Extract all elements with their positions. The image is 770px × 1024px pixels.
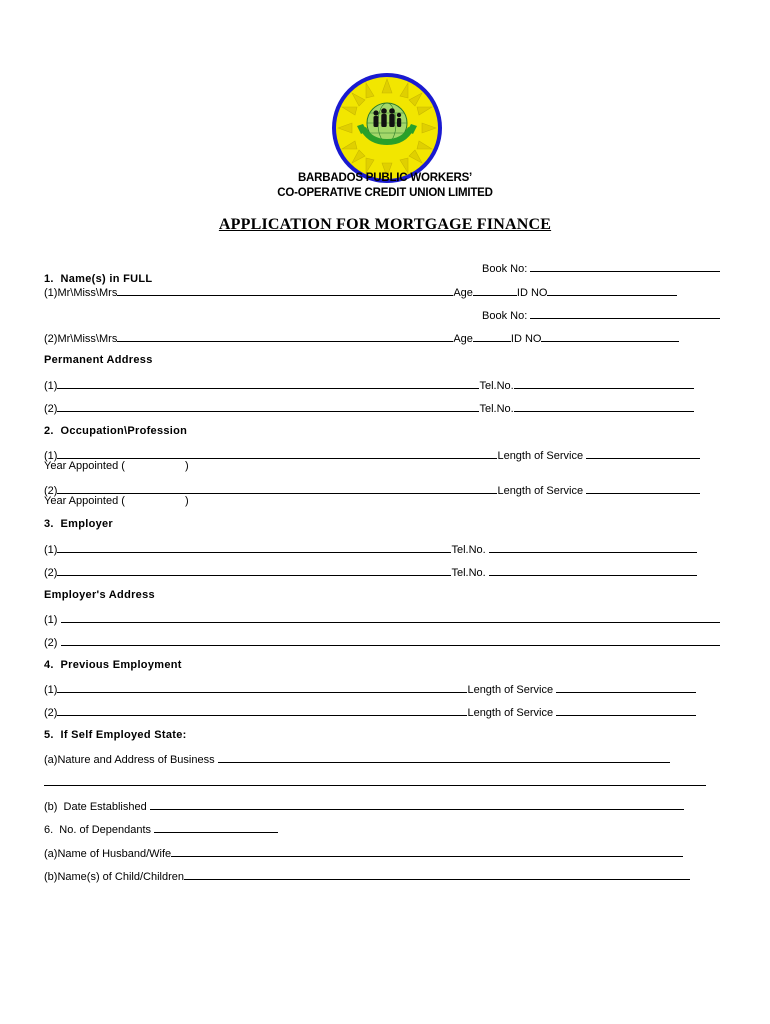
children-label: (b)Name(s) of Child/Children [44, 871, 184, 883]
children-names-field[interactable] [184, 869, 690, 880]
book-no-label: Book No: [482, 310, 528, 322]
previous-employment-2-service-field[interactable] [556, 705, 696, 716]
occupation-1-service-field[interactable] [586, 448, 700, 459]
applicant-1-id-field[interactable] [547, 285, 677, 296]
section-1-heading: 1. Name(s) in FULL [44, 273, 153, 285]
item-number: (1) [44, 544, 58, 556]
employer-row-1 [44, 542, 697, 557]
employers-address-2-field[interactable] [61, 635, 720, 646]
close-paren: ) [184, 460, 189, 472]
dependants-label: 6. No. of Dependants [44, 824, 155, 836]
length-of-service-label: Length of Service [497, 485, 587, 497]
book-no-label: Book No: [482, 263, 528, 275]
business-nature-continuation-row [44, 775, 706, 790]
children-row [44, 869, 690, 884]
applicant-1-name-field[interactable] [117, 285, 453, 296]
business-nature-continued-field[interactable] [44, 775, 706, 786]
permanent-address-heading: Permanent Address [44, 354, 153, 366]
tel-label: Tel.No. [451, 544, 489, 556]
id-label: ID NO [516, 287, 548, 299]
item-number: (1) [44, 614, 61, 626]
spouse-name-field[interactable] [171, 846, 683, 857]
business-nature-row [44, 752, 670, 767]
tel-label: Tel.No. [479, 380, 514, 392]
length-of-service-label: Length of Service [467, 684, 557, 696]
date-established-row [44, 799, 684, 814]
length-of-service-label: Length of Service [497, 450, 587, 462]
dependants-row [44, 822, 278, 837]
year-appointed-label: Year Appointed ( [44, 495, 125, 507]
book-no-field-1[interactable] [530, 261, 720, 272]
tel-label: Tel.No. [479, 403, 514, 415]
section-2-heading: 2. Occupation\Profession [44, 425, 188, 437]
permanent-address-1-field[interactable] [57, 378, 479, 389]
applicant-1-prefix: (1)Mr\Miss\Mrs [44, 287, 118, 299]
book-no-field-2[interactable] [530, 308, 720, 319]
date-established-field[interactable] [150, 799, 684, 810]
permanent-address-row-1 [44, 378, 694, 393]
year-appointed-row-2 [44, 495, 189, 508]
permanent-address-2-tel-field[interactable] [514, 401, 694, 412]
previous-employment-1-service-field[interactable] [556, 682, 696, 693]
section-5-heading: 5. If Self Employed State: [44, 729, 187, 741]
occupation-2-service-field[interactable] [586, 483, 700, 494]
occupation-2-field[interactable] [57, 483, 497, 494]
item-number: (1) [44, 380, 58, 392]
close-paren: ) [184, 495, 189, 507]
applicant-2-row [44, 331, 679, 346]
year-appointed-row-1 [44, 460, 189, 473]
employers-address-heading: Employer's Address [44, 589, 155, 601]
employer-1-tel-field[interactable] [489, 542, 697, 553]
previous-employment-row-2 [44, 705, 696, 720]
occupation-1-field[interactable] [57, 448, 497, 459]
applicant-1-age-field[interactable] [473, 285, 517, 296]
item-number: (1) [44, 684, 58, 696]
permanent-address-2-field[interactable] [57, 401, 479, 412]
nature-of-business-label: (a)Nature and Address of Business [44, 754, 218, 766]
employers-address-1-field[interactable] [61, 612, 720, 623]
book-no-row-2 [482, 308, 720, 323]
applicant-2-age-field[interactable] [473, 331, 511, 342]
age-label: Age [453, 287, 473, 299]
permanent-address-1-tel-field[interactable] [514, 378, 694, 389]
employers-address-row-1 [44, 612, 720, 627]
business-nature-field[interactable] [218, 752, 670, 763]
section-4-heading: 4. Previous Employment [44, 659, 182, 671]
item-number: (2) [44, 567, 58, 579]
previous-employment-row-1 [44, 682, 696, 697]
applicant-1-row [44, 285, 677, 300]
spouse-label: (a)Name of Husband/Wife [44, 848, 172, 860]
applicant-2-prefix: (2)Mr\Miss\Mrs [44, 333, 118, 345]
applicant-2-name-field[interactable] [117, 331, 453, 342]
age-label: Age [453, 333, 473, 345]
dependants-field[interactable] [154, 822, 278, 833]
id-label: ID NO [510, 333, 542, 345]
item-number: (2) [44, 403, 58, 415]
item-number: (1) [44, 450, 58, 462]
previous-employment-1-field[interactable] [57, 682, 467, 693]
item-number: (2) [44, 485, 58, 497]
employer-1-field[interactable] [57, 542, 451, 553]
organization-name-line1: BARBADOS PUBLIC WORKERS’ [297, 172, 473, 184]
spouse-row [44, 846, 683, 861]
book-no-row-1 [482, 261, 720, 276]
employer-2-field[interactable] [57, 565, 451, 576]
length-of-service-label: Length of Service [467, 707, 557, 719]
organization-name-line2: CO-OPERATIVE CREDIT UNION LIMITED [277, 187, 493, 199]
employer-2-tel-field[interactable] [489, 565, 697, 576]
permanent-address-row-2 [44, 401, 694, 416]
page-title: APPLICATION FOR MORTGAGE FINANCE [218, 216, 552, 233]
item-number: (2) [44, 707, 58, 719]
employer-row-2 [44, 565, 697, 580]
credit-union-logo-icon [330, 71, 444, 185]
tel-label: Tel.No. [451, 567, 489, 579]
applicant-2-id-field[interactable] [541, 331, 679, 342]
date-established-label: (b) Date Established [44, 801, 150, 813]
previous-employment-2-field[interactable] [57, 705, 467, 716]
item-number: (2) [44, 637, 61, 649]
employers-address-row-2 [44, 635, 720, 650]
section-3-heading: 3. Employer [44, 518, 114, 530]
year-appointed-label: Year Appointed ( [44, 460, 125, 472]
